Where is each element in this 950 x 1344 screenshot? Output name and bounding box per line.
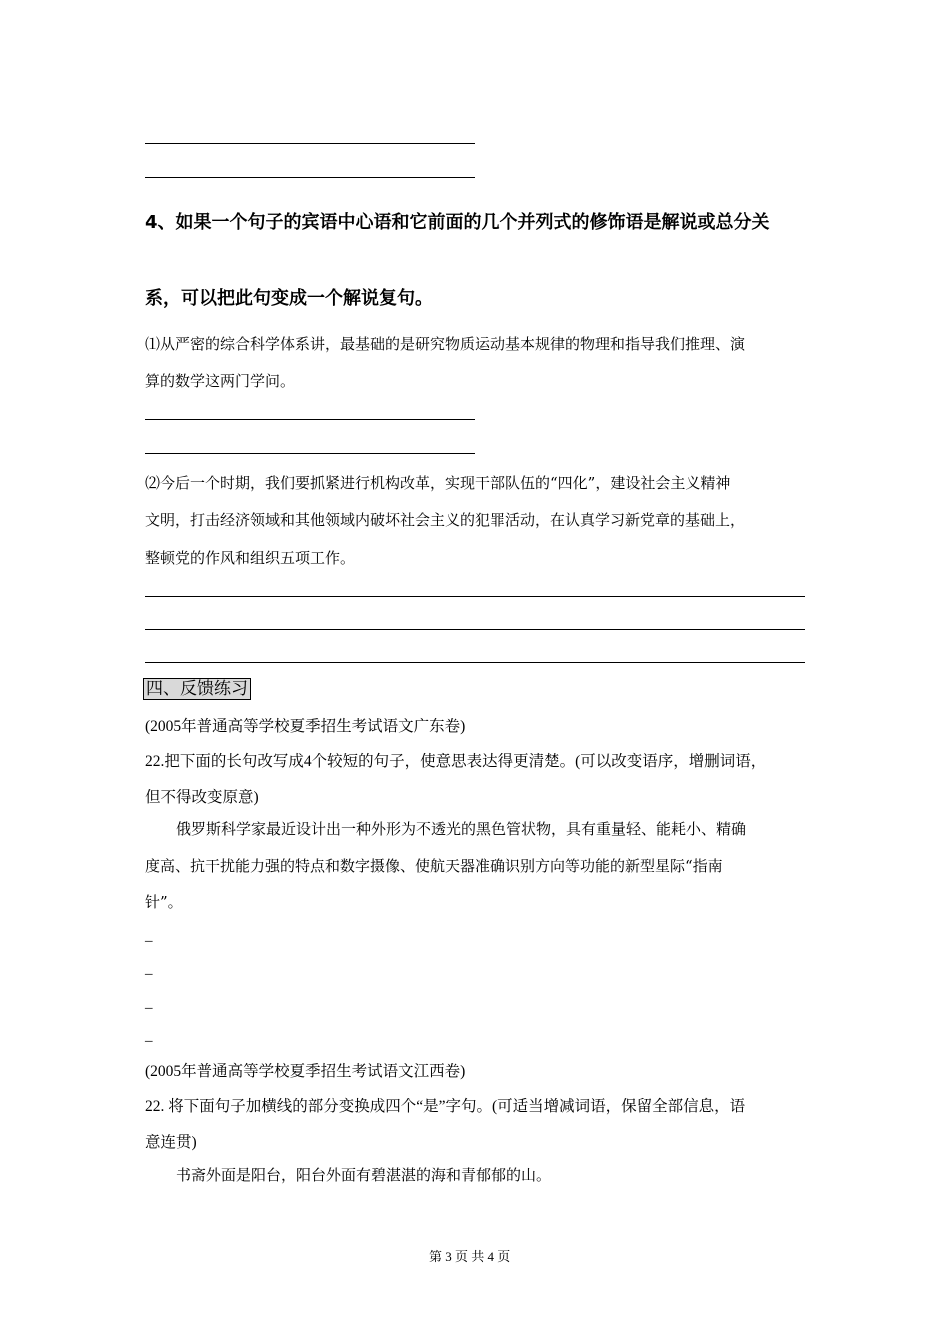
- q22a-line1: 22.把下面的长句改写成4个较短的句子，使意思表达得更清楚。(可以改变语序，增删词语，: [145, 753, 767, 770]
- q22b-line2: 意连贯): [145, 1134, 197, 1151]
- section-title: 四、反馈练习: [143, 678, 251, 700]
- q1-line2: 算的数学这两门学问。: [145, 372, 296, 390]
- blank-3: _: [145, 995, 153, 1011]
- answer-line: [145, 629, 805, 630]
- item4-heading-line2: 系，可以把此句变成一个解说复句。: [145, 288, 433, 309]
- q2-line3: 整顿党的作风和组织五项工作。: [145, 549, 356, 567]
- passage2: 书斋外面是阳台，阳台外面有碧湛湛的海和青郁郁的山。: [176, 1166, 552, 1184]
- q1-line1: ⑴从严密的综合科学体系讲，最基础的是研究物质运动基本规律的物理和指导我们推理、演: [145, 335, 746, 353]
- answer-line: [145, 177, 475, 178]
- item4-heading-line1: 4、如果一个句子的宾语中心语和它前面的几个并列式的修饰语是解说或总分关: [145, 212, 770, 233]
- passage1-line2: 度高、抗干扰能力强的特点和数字摄像、使航天器准确识别方向等功能的新型星际“指南: [145, 857, 723, 875]
- answer-line: [145, 453, 475, 454]
- q2-line2: 文明，打击经济领域和其他领域内破坏社会主义的犯罪活动，在认真学习新党章的基础上，: [145, 511, 746, 529]
- passage1-line3: 针”。: [145, 893, 183, 911]
- q22b-line1: 22. 将下面句子加横线的部分变换成四个“是”字句。(可适当增减词语，保留全部信息，语: [145, 1098, 746, 1115]
- q22a-line2: 但不得改变原意): [145, 789, 259, 806]
- source-guangdong: (2005年普通高等学校夏季招生考试语文广东卷): [145, 718, 466, 735]
- blank-4: _: [145, 1028, 153, 1044]
- page-number: 第 3 页 共 4 页: [429, 1249, 511, 1264]
- answer-line: [145, 662, 805, 663]
- answer-line: [145, 143, 475, 144]
- answer-line: [145, 596, 805, 597]
- answer-line: [145, 419, 475, 420]
- passage1-line1: 俄罗斯科学家最近设计出一种外形为不透光的黑色管状物，具有重量轻、能耗小、精确: [176, 820, 747, 838]
- blank-2: _: [145, 961, 153, 977]
- source-jiangxi: (2005年普通高等学校夏季招生考试语文江西卷): [145, 1063, 466, 1080]
- q2-line1: ⑵今后一个时期，我们要抓紧进行机构改革，实现干部队伍的“四化”，建设社会主义精神: [145, 474, 731, 492]
- blank-1: _: [145, 928, 153, 944]
